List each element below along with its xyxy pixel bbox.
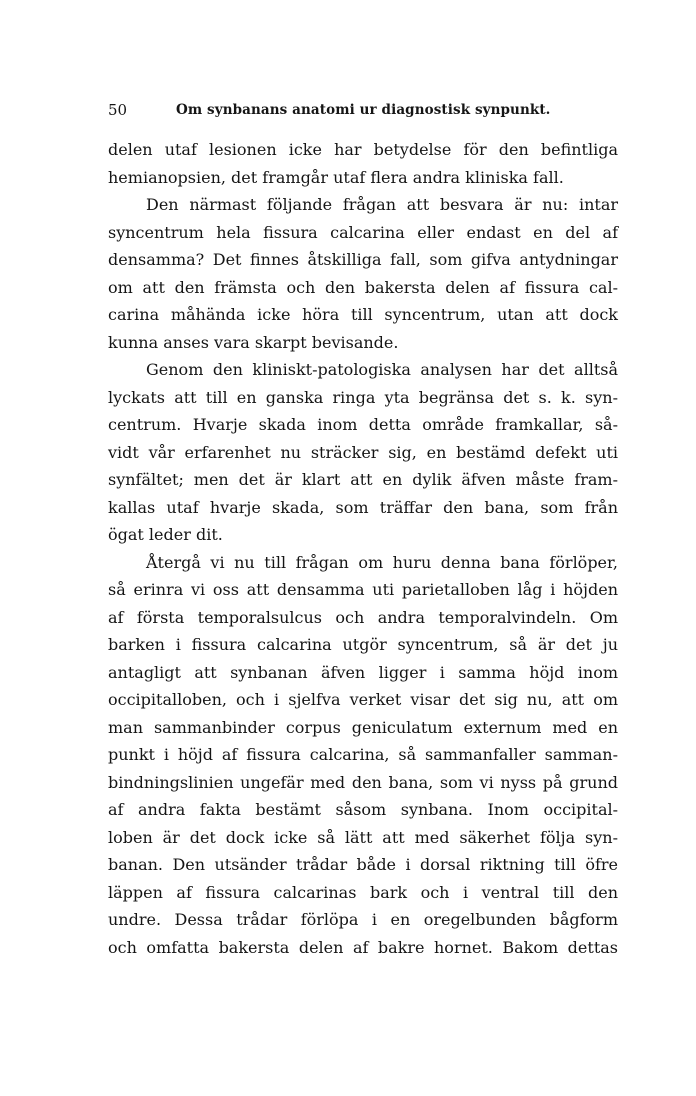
- text-line: delen utaf lesionen icke har betydelse för den befintliga: [108, 140, 618, 159]
- page-header: [108, 100, 618, 120]
- text-line: ögat leder dit.: [108, 525, 223, 544]
- body-text: [108, 136, 618, 961]
- text-line: kallas utaf hvarje skada, som träffar den bana, som från: [108, 497, 618, 517]
- text-line: af första temporalsulcus och andra temporalvindeln. Om: [108, 607, 618, 627]
- text-line: och omfatta bakersta delen af bakre hornet. Bakom dettas: [108, 937, 618, 957]
- text-line: densamma? Det finnes åtskilliga fall, som gifva antydningar: [108, 250, 618, 269]
- text-line: så erinra vi oss att densamma uti parietalloben låg i höjden: [108, 580, 618, 599]
- text-line: barken i fissura calcarina utgör syncentrum, så är det ju: [108, 635, 618, 654]
- text-line: banan. Den utsänder trådar både i dorsal riktning till öfre: [108, 855, 618, 874]
- text-line: centrum. Hvarje skada inom detta område framkallar, så-: [108, 415, 618, 434]
- text-line: synfältet; men det är klart att en dylik äfven måste fram-: [108, 470, 618, 489]
- text-line: occipitalloben, och i sjelfva verket visar det sig nu, att om: [108, 690, 618, 709]
- text-line: vidt vår erfarenhet nu sträcker sig, en bestämd defekt uti: [108, 442, 618, 462]
- text-line: carina måhända icke höra till syncentrum, utan att dock: [108, 305, 618, 324]
- text-line: punkt i höjd af fissura calcarina, så sammanfaller samman-: [108, 745, 618, 764]
- text-line: läppen af fissura calcarinas bark och i ventral till den: [108, 882, 618, 902]
- paragraph-start-line: Den närmast följande frågan att besvara är nu: intar: [146, 195, 618, 214]
- text-line: loben är det dock icke så lätt att med säkerhet följa syn-: [108, 827, 618, 847]
- text-line: om att den främsta och den bakersta delen af fissura cal-: [108, 277, 618, 297]
- text-line: hemianopsien, det framgår utaf flera andra kliniska fall.: [108, 167, 564, 187]
- text-line: lyckats att till en ganska ringa yta begränsa det s. k. syn-: [108, 387, 618, 407]
- text-line: af andra fakta bestämt såsom synbana. Inom occipital-: [108, 800, 618, 819]
- page-number: 50: [108, 101, 128, 119]
- text-line: antagligt att synbanan äfven ligger i samma höjd inom: [108, 662, 618, 682]
- text-line: man sammanbinder corpus geniculatum externum med en: [108, 717, 618, 737]
- text-line: undre. Dessa trådar förlöpa i en oregelbunden bågform: [108, 910, 618, 929]
- running-title: Om synbanans anatomi ur diagnostisk synpunkt.: [176, 102, 551, 118]
- paragraph-start-line: Genom den kliniskt-patologiska analysen har det alltså: [146, 360, 618, 379]
- paragraph-start-line: Återgå vi nu till frågan om huru denna bana förlöper,: [146, 552, 618, 572]
- text-line: kunna anses vara skarpt bevisande.: [108, 332, 399, 352]
- text-line: bindningslinien ungefär med den bana, som vi nyss på grund: [108, 772, 618, 792]
- text-line: syncentrum hela fissura calcarina eller endast en del af: [108, 222, 618, 242]
